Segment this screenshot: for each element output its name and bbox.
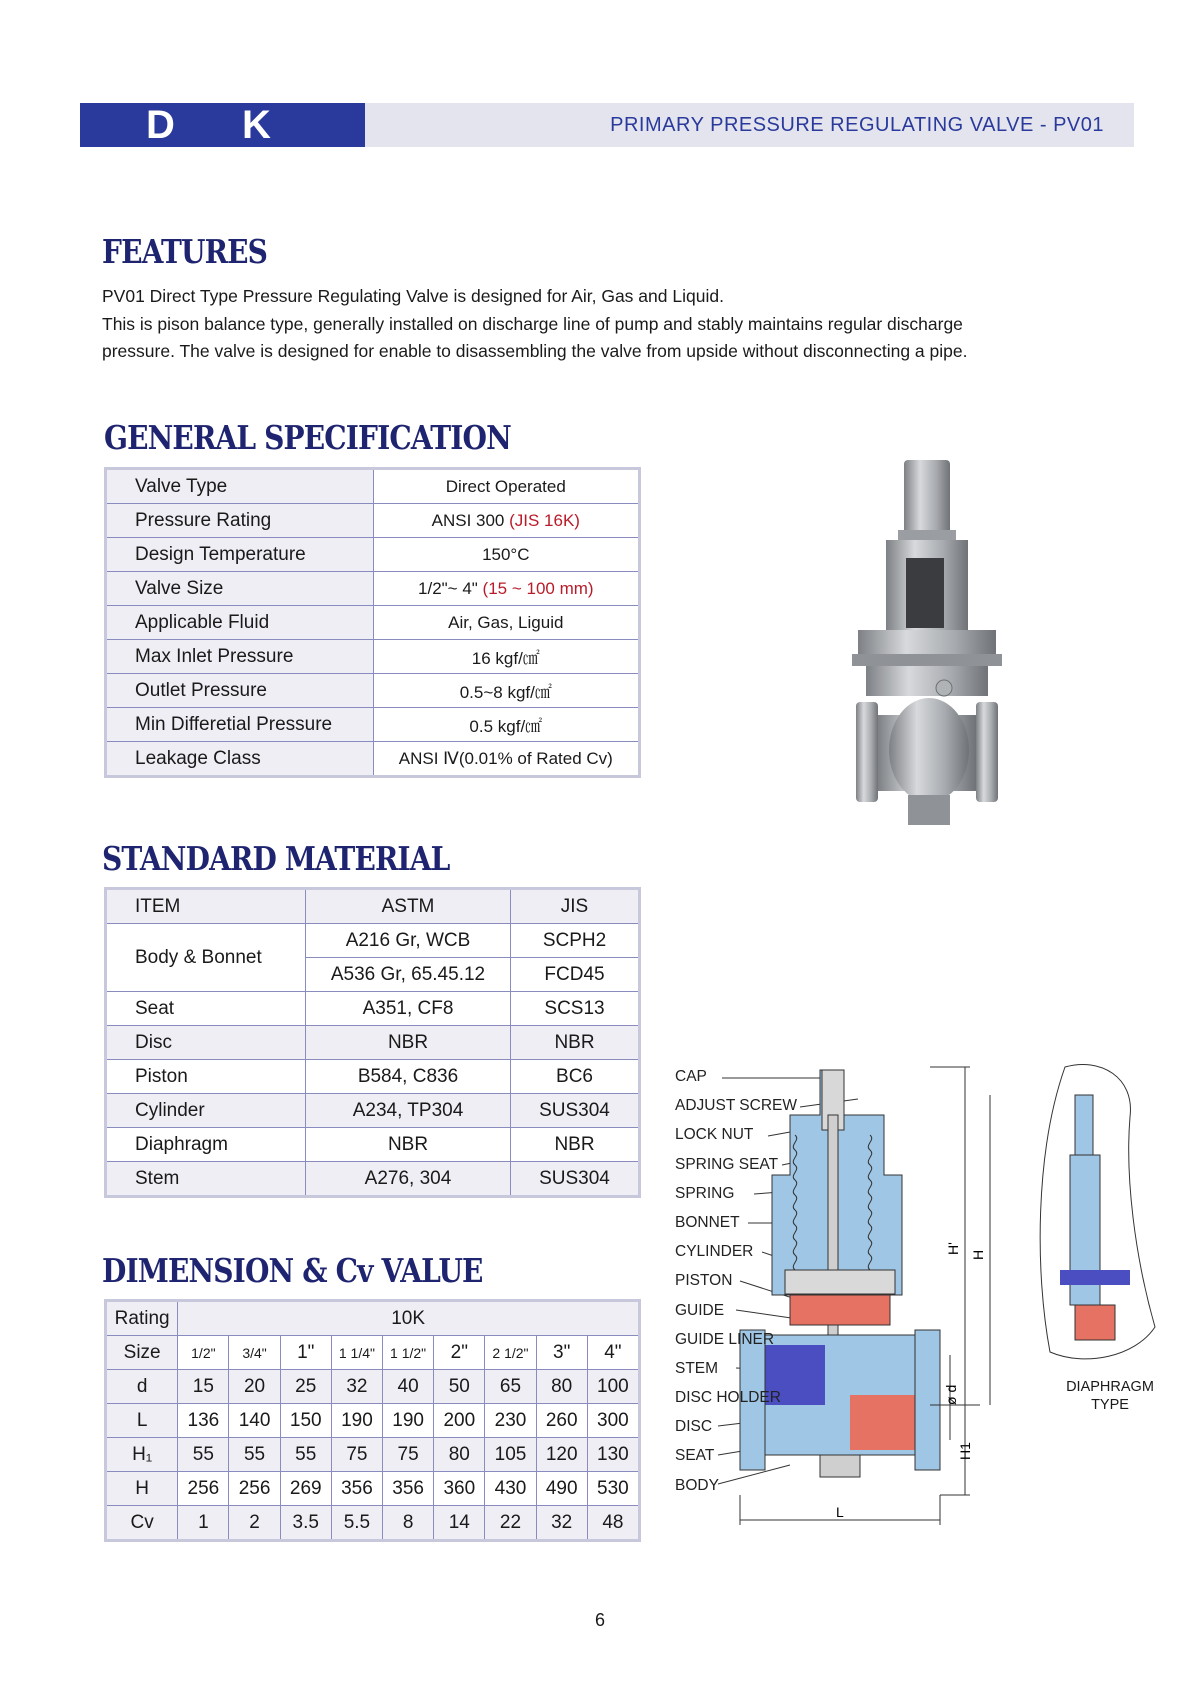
header-title: PRIMARY PRESSURE REGULATING VALVE - PV01 — [610, 114, 1104, 136]
valve-photo — [836, 450, 1031, 840]
dim-d: ø d — [943, 1384, 959, 1405]
size-cell: 1 1/4" — [331, 1336, 382, 1370]
spec-value — [373, 469, 639, 504]
part-label: DISC — [675, 1418, 713, 1436]
spec-value — [373, 572, 639, 606]
dimension-cell: 22 — [485, 1506, 536, 1541]
spec-value — [373, 606, 639, 640]
standard-material-table — [104, 887, 641, 1198]
part-label: ADJUST SCREW — [675, 1097, 798, 1115]
material-astm: NBR — [306, 1026, 511, 1060]
dimension-heading: DIMENSION & Cv VALUE — [102, 1251, 483, 1290]
material-item: Diaphragm — [106, 1128, 306, 1162]
part-label: SEAT — [675, 1447, 715, 1465]
material-astm: A216 Gr, WCB — [306, 924, 511, 958]
material-col-jis: JIS — [511, 889, 640, 924]
spec-key: Applicable Fluid — [106, 606, 374, 640]
dimension-cell: 20 — [229, 1370, 280, 1404]
dimension-cell: 190 — [331, 1404, 382, 1438]
part-label: PISTON — [675, 1272, 733, 1290]
dimension-cell: 256 — [178, 1472, 229, 1506]
dim-h: H — [970, 1249, 986, 1260]
features-text — [102, 283, 1102, 366]
material-astm: A234, TP304 — [306, 1094, 511, 1128]
spec-value-text: Air, Gas, Liguid — [448, 612, 564, 632]
spec-key: Design Temperature — [106, 538, 374, 572]
material-jis: BC6 — [511, 1060, 640, 1094]
dimension-row-label: Cv — [106, 1506, 178, 1541]
spec-row — [106, 538, 640, 572]
spec-value-text: 1/2"~ 4" — [418, 578, 483, 598]
part-label: SPRING SEAT — [675, 1155, 779, 1173]
part-label: LOCK NUT — [675, 1126, 754, 1144]
material-row — [106, 1094, 640, 1128]
size-cell: 4" — [587, 1336, 639, 1370]
dimension-cell: 200 — [434, 1404, 485, 1438]
spec-row — [106, 469, 640, 504]
dimension-cell: 136 — [178, 1404, 229, 1438]
size-cell: 3" — [536, 1336, 587, 1370]
size-cell: 2" — [434, 1336, 485, 1370]
part-label: GUIDE LINER — [675, 1330, 775, 1348]
spec-row — [106, 504, 640, 538]
dimension-cell: 120 — [536, 1438, 587, 1472]
spec-value — [373, 674, 639, 708]
size-cell: 1" — [280, 1336, 331, 1370]
material-astm: B584, C836 — [306, 1060, 511, 1094]
dimension-cell: 14 — [434, 1506, 485, 1541]
spec-row — [106, 708, 640, 742]
spec-value — [373, 504, 639, 538]
spec-key: Leakage Class — [106, 742, 374, 777]
material-col-item: ITEM — [106, 889, 306, 924]
dim-l: L — [836, 1504, 844, 1520]
rating-label: Rating — [106, 1301, 178, 1336]
spec-value-extra: (15 ~ 100 mm) — [482, 578, 594, 598]
material-jis: SUS304 — [511, 1162, 640, 1197]
material-astm: A536 Gr, 65.45.12 — [306, 958, 511, 992]
dimension-cell: 130 — [587, 1438, 639, 1472]
spec-value-text: ANSI 300 — [431, 510, 510, 530]
material-astm: A276, 304 — [306, 1162, 511, 1197]
dimension-cell: 356 — [331, 1472, 382, 1506]
dimension-cell: 430 — [485, 1472, 536, 1506]
material-item: Piston — [106, 1060, 306, 1094]
general-spec-heading: GENERAL SPECIFICATION — [104, 418, 511, 457]
dimension-cell: 530 — [587, 1472, 639, 1506]
diaphragm-type-line: TYPE — [1091, 1397, 1129, 1413]
dimension-cell: 75 — [383, 1438, 434, 1472]
material-jis: SCS13 — [511, 992, 640, 1026]
dimension-cell: 356 — [383, 1472, 434, 1506]
spec-row — [106, 606, 640, 640]
spec-value-text: Direct Operated — [445, 476, 566, 496]
dimension-cell: 140 — [229, 1404, 280, 1438]
spec-key: Max Inlet Pressure — [106, 640, 374, 674]
spec-key: Valve Size — [106, 572, 374, 606]
dimension-cell: 32 — [331, 1370, 382, 1404]
dimension-cell: 260 — [536, 1404, 587, 1438]
dimension-cell: 48 — [587, 1506, 639, 1541]
material-item: Seat — [106, 992, 306, 1026]
dimension-cell: 55 — [280, 1438, 331, 1472]
dimension-cell: 8 — [383, 1506, 434, 1541]
dimension-cell: 1 — [178, 1506, 229, 1541]
dimension-cell: 55 — [229, 1438, 280, 1472]
material-item: Stem — [106, 1162, 306, 1197]
spec-value-text: 0.5~8 kgf/㎠ — [459, 683, 552, 702]
part-label: GUIDE — [675, 1301, 725, 1319]
spec-value — [373, 742, 639, 777]
dimension-row-label: d — [106, 1370, 178, 1404]
dimension-cell: 150 — [280, 1404, 331, 1438]
dimension-cell: 75 — [331, 1438, 382, 1472]
material-row — [106, 1128, 640, 1162]
material-row — [106, 1026, 640, 1060]
spec-value-text: ANSI Ⅳ(0.01% of Rated Cv) — [398, 748, 613, 768]
spec-row — [106, 572, 640, 606]
spec-row — [106, 640, 640, 674]
dimension-row — [106, 1438, 640, 1472]
dimension-cell: 230 — [485, 1404, 536, 1438]
spec-value-text: 16 kgf/㎠ — [471, 649, 540, 668]
part-label: BONNET — [675, 1213, 740, 1231]
dimension-cell: 490 — [536, 1472, 587, 1506]
material-row — [106, 1060, 640, 1094]
spec-key: Valve Type — [106, 469, 374, 504]
material-astm: A351, CF8 — [306, 992, 511, 1026]
dim-h1: H1 — [957, 1442, 973, 1460]
dimension-cell: 25 — [280, 1370, 331, 1404]
material-astm: NBR — [306, 1128, 511, 1162]
spec-value — [373, 538, 639, 572]
part-label: DISC HOLDER — [675, 1389, 781, 1407]
dimension-cell: 80 — [536, 1370, 587, 1404]
material-jis: SUS304 — [511, 1094, 640, 1128]
dimension-cell: 256 — [229, 1472, 280, 1506]
dimension-row — [106, 1506, 640, 1541]
general-spec-table — [104, 467, 641, 778]
spec-key: Pressure Rating — [106, 504, 374, 538]
spec-value-text: 150°C — [482, 544, 530, 564]
dim-h-prime: H' — [945, 1242, 961, 1255]
size-cell: 3/4" — [229, 1336, 280, 1370]
dimension-row-label: H₁ — [106, 1438, 178, 1472]
spec-value-extra: (JIS 16K) — [509, 510, 580, 530]
spec-value-text: 0.5 kgf/㎠ — [469, 717, 543, 736]
material-item: Disc — [106, 1026, 306, 1060]
part-label: STEM — [675, 1359, 719, 1377]
dimension-cell: 40 — [383, 1370, 434, 1404]
features-heading: FEATURES — [102, 232, 268, 271]
dimension-row-label: L — [106, 1404, 178, 1438]
part-label: SPRING — [675, 1184, 735, 1202]
material-jis: NBR — [511, 1128, 640, 1162]
company-logo: D K — [80, 103, 365, 147]
dimension-row — [106, 1370, 640, 1404]
dimension-cell: 80 — [434, 1438, 485, 1472]
standard-material-heading: STANDARD MATERIAL — [102, 839, 450, 878]
material-row — [106, 992, 640, 1026]
dimension-cell: 2 — [229, 1506, 280, 1541]
part-label: BODY — [675, 1476, 719, 1494]
diaphragm-type-label — [1050, 1378, 1170, 1414]
size-row — [106, 1336, 640, 1370]
part-labels — [675, 1068, 797, 1506]
dimension-cell: 300 — [587, 1404, 639, 1438]
dimension-cell: 32 — [536, 1506, 587, 1541]
material-item-body-bonnet: Body & Bonnet — [106, 924, 306, 992]
diaphragm-type-line: DIAPHRAGM — [1066, 1379, 1154, 1395]
material-jis: FCD45 — [511, 958, 640, 992]
dimension-row — [106, 1404, 640, 1438]
size-cell: 1 1/2" — [383, 1336, 434, 1370]
spec-key: Outlet Pressure — [106, 674, 374, 708]
features-line: PV01 Direct Type Pressure Regulating Valve is designed for Air, Gas and Liquid. — [102, 286, 724, 306]
material-jis: NBR — [511, 1026, 640, 1060]
dimension-table — [104, 1299, 641, 1542]
material-item: Cylinder — [106, 1094, 306, 1128]
material-row — [106, 1162, 640, 1197]
features-line: pressure. The valve is designed for enable to disassembling the valve from upside without disconnecting a pipe. — [102, 341, 968, 361]
dimension-cell: 15 — [178, 1370, 229, 1404]
dimension-cell: 50 — [434, 1370, 485, 1404]
dimension-row — [106, 1472, 640, 1506]
dimension-cell: 190 — [383, 1404, 434, 1438]
dimension-row-label: H — [106, 1472, 178, 1506]
material-jis: SCPH2 — [511, 924, 640, 958]
dimension-cell: 100 — [587, 1370, 639, 1404]
rating-value: 10K — [178, 1301, 640, 1336]
part-label: CAP — [675, 1068, 707, 1085]
dimension-cell: 360 — [434, 1472, 485, 1506]
features-line: This is pison balance type, generally installed on discharge line of pump and stably maintains regular discharge — [102, 313, 963, 334]
dimension-cell: 65 — [485, 1370, 536, 1404]
size-label: Size — [106, 1336, 178, 1370]
dimension-cell: 269 — [280, 1472, 331, 1506]
dimension-cell: 3.5 — [280, 1506, 331, 1541]
spec-value — [373, 640, 639, 674]
spec-row — [106, 742, 640, 777]
material-col-astm: ASTM — [306, 889, 511, 924]
dimension-cell: 5.5 — [331, 1506, 382, 1541]
header-bar — [80, 103, 1134, 147]
page-number: 6 — [594, 1610, 605, 1630]
part-label: CYLINDER — [675, 1243, 754, 1261]
spec-key: Min Differetial Pressure — [106, 708, 374, 742]
size-cell: 1/2" — [178, 1336, 229, 1370]
spec-row — [106, 674, 640, 708]
spec-value — [373, 708, 639, 742]
dimension-cell: 105 — [485, 1438, 536, 1472]
dimension-cell: 55 — [178, 1438, 229, 1472]
size-cell: 2 1/2" — [485, 1336, 536, 1370]
